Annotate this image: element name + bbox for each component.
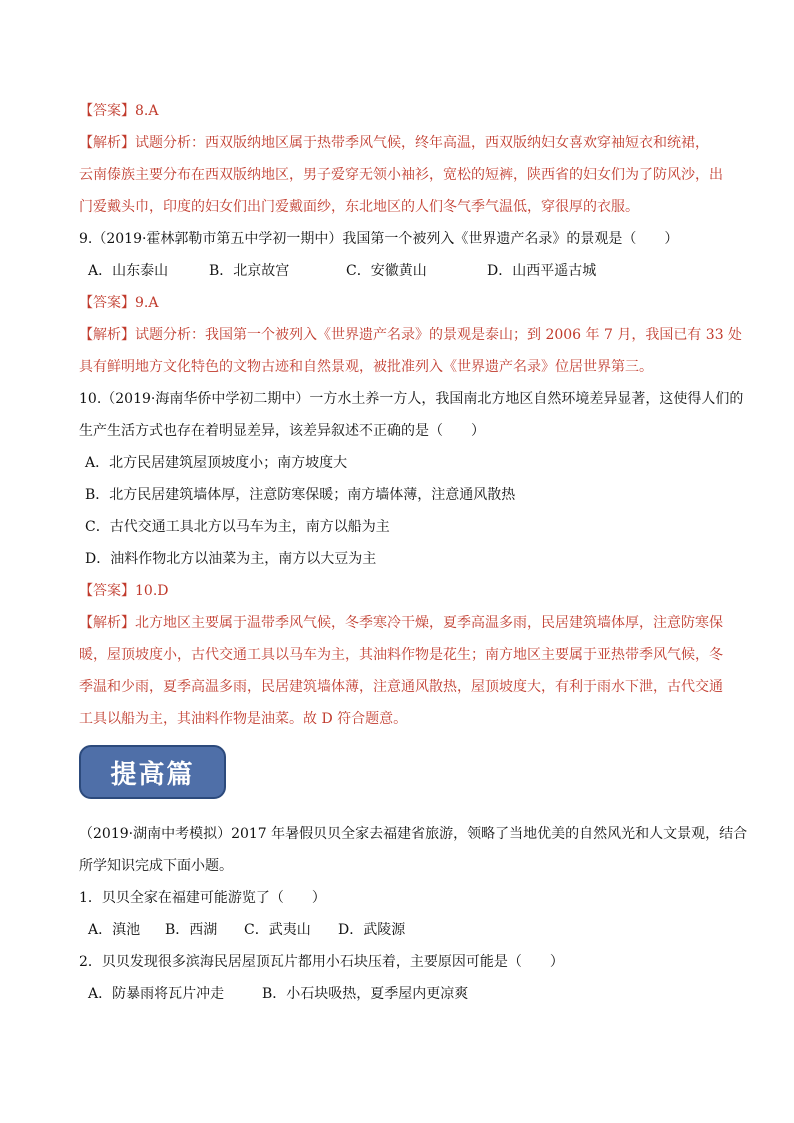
q10-option-d: D．油料作物北方以油菜为主，南方以大豆为主 <box>85 551 377 567</box>
q10-answer: 【答案】10.D <box>79 583 169 599</box>
q9-analysis-line-2: 具有鲜明地方文化特色的文物古迹和自然景观，被批准列入《世界遗产名录》位居世界第三。 <box>79 359 653 375</box>
p1-option-b: B．西湖 <box>165 922 218 938</box>
p2-option-a: A．防暴雨将瓦片冲走 <box>88 986 225 1002</box>
intro-line-2: 所学知识完成下面小题。 <box>79 858 233 874</box>
q8-analysis-line-3: 门爱戴头巾，印度的妇女们出门爱戴面纱，东北地区的人们冬气季气温低，穿很厚的衣服。 <box>79 199 639 215</box>
p1-option-c: C．武夷山 <box>244 922 311 938</box>
q10-analysis-line-4: 工具以船为主，其油料作物是油菜。故 D 符合题意。 <box>79 711 408 727</box>
q8-answer: 【答案】8.A <box>79 103 159 119</box>
q9-option-c: C．安徽黄山 <box>346 263 427 279</box>
q10-stem-line-1: 10.（2019·海南华侨中学初二期中）一方水土养一方人，我国南北方地区自然环境差异显著，这使得人们的 <box>79 391 744 407</box>
q9-analysis-line-1: 【解析】试题分析：我国第一个被列入《世界遗产名录》的景观是泰山；到 2006 年 7 月，我国已有 33 处 <box>79 327 743 343</box>
q9-option-d: D．山西平遥古城 <box>487 263 597 279</box>
q8-analysis-line-2: 云南傣族主要分布在西双版纳地区，男子爱穿无领小袖衫，宽松的短裤，陕西省的妇女们为了防风沙，出 <box>79 167 723 183</box>
p1-stem: 1．贝贝全家在福建可能游览了（ ） <box>79 890 326 906</box>
q10-analysis-line-3: 季温和少雨，夏季高温多雨，民居建筑墙体薄，注意通风散热，屋顶坡度大，有利于雨水下泄，古代交通 <box>79 679 723 695</box>
section-badge: 提高篇 <box>79 745 226 799</box>
q9-option-b: B．北京故宫 <box>209 263 290 279</box>
q10-analysis-line-2: 暖，屋顶坡度小，古代交通工具以马车为主，其油料作物是花生；南方地区主要属于亚热带季风气候，冬 <box>79 647 723 663</box>
p1-option-a: A．滇池 <box>88 922 141 938</box>
q10-option-a: A．北方民居建筑屋顶坡度小；南方坡度大 <box>85 455 348 471</box>
q10-stem-line-2: 生产生活方式也存在着明显差异，该差异叙述不正确的是（ ） <box>79 423 485 439</box>
p1-option-d: D．武陵源 <box>338 922 406 938</box>
q8-analysis-line-1: 【解析】试题分析：西双版纳地区属于热带季风气候，终年高温，西双版纳妇女喜欢穿袖短衣和统裙， <box>79 135 709 151</box>
p2-option-b: B．小石块吸热，夏季屋内更凉爽 <box>262 986 469 1002</box>
q9-answer: 【答案】9.A <box>79 295 159 311</box>
q9-stem: 9.（2019·霍林郭勒市第五中学初一期中）我国第一个被列入《世界遗产名录》的景观是（ ） <box>79 231 679 247</box>
q9-option-a: A．山东泰山 <box>88 263 169 279</box>
q10-option-c: C．古代交通工具北方以马车为主，南方以船为主 <box>85 519 390 535</box>
q10-option-b: B．北方民居建筑墙体厚，注意防寒保暖；南方墙体薄，注意通风散热 <box>85 487 516 503</box>
p2-stem: 2．贝贝发现很多滨海民居屋顶瓦片都用小石块压着，主要原因可能是（ ） <box>79 954 564 970</box>
intro-line-1: （2019·湖南中考模拟）2017 年暑假贝贝全家去福建省旅游，领略了当地优美的自然风光和人文景观，结合 <box>79 826 748 842</box>
q10-analysis-line-1: 【解析】北方地区主要属于温带季风气候，冬季寒冷干燥，夏季高温多雨，民居建筑墙体厚，注意防寒保 <box>79 615 723 631</box>
